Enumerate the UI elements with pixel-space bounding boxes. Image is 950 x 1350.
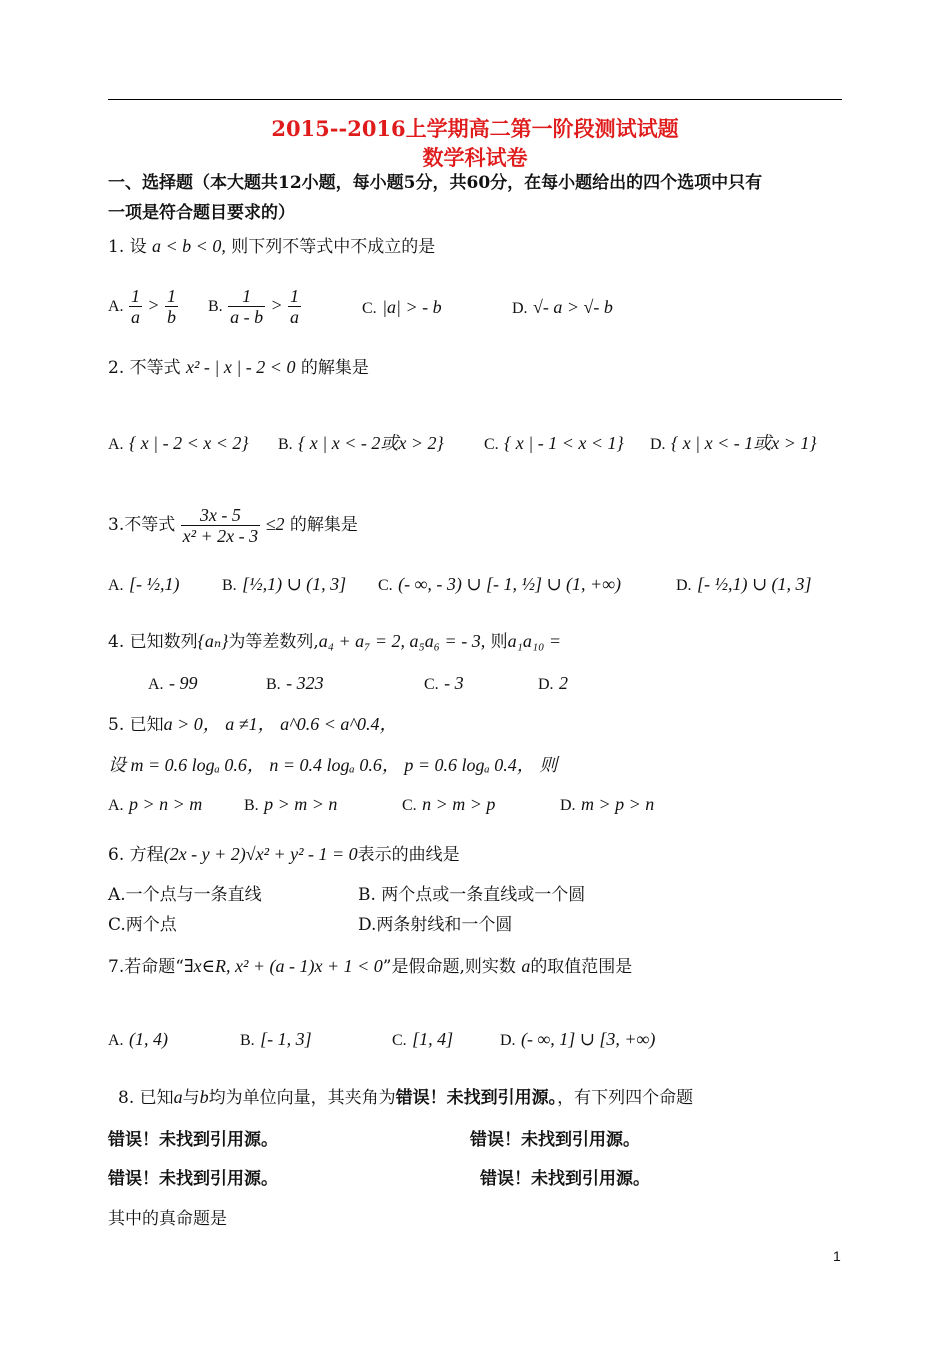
page-title: 2015--2016上学期高二第一阶段测试试题 [271,116,679,141]
question-5-option-c: C. n > m > p [402,794,496,814]
page-subtitle: 数学科试卷 [422,145,528,170]
question-4-stem: 4. 已知数列{aₙ}为等差数列,a₄ + a₇ = 2, a₅a₆ = - 3, 则a₁a₁₀ = [108,631,562,652]
question-6-option-c: C.两个点 [108,915,177,935]
section-heading-cont: 一项是符合题目要求的） [108,203,295,223]
question-3-option-d: D. [- ½,1) ∪ (1, 3] [676,574,812,594]
question-6-option-d: D.两条射线和一个圆 [358,915,513,935]
question-7-option-b: B. [- 1, 3] [240,1029,312,1049]
question-2-stem: 2. 不等式 x² - | x | - 2 < 0 的解集是 [108,357,369,378]
question-1-option-b: B. $\frac{1}{a - b}$ > $\frac{1}{a}$ [208,286,300,327]
question-3-stem: 3.不等式 $\frac{3x - 5}{\text{x² + 2x - 3}}$ ≤2 的解集是 [108,505,358,546]
question-3-option-b: B. [½,1) ∪ (1, 3] [222,574,347,594]
question-8-tail: 其中的真命题是 [108,1209,227,1229]
question-8-proposition-4: 错误！未找到引用源。 [480,1169,650,1189]
question-4-option-c: C. - 3 [424,673,464,693]
question-1-option-c: C. |a| > - b [362,297,442,317]
question-6-option-b: B. 两个点或一条直线或一个圆 [358,885,586,905]
question-2-option-c: C. { x | - 1 < x < 1} [484,433,624,453]
question-8-proposition-2: 错误！未找到引用源。 [470,1130,640,1150]
question-8-proposition-1: 错误！未找到引用源。 [108,1130,278,1150]
question-3-option-c: C. (- ∞, - 3) ∪ [- 1, ½] ∪ (1, +∞) [378,574,622,594]
question-2-option-b: B. { x | x < - 2或x > 2} [278,433,444,453]
question-7-stem: 7.若命题“∃x∈R, x² + (a - 1)x + 1 < 0”是假命题,则实数 a的取值范围是 [108,956,633,977]
question-5-option-b: B. p > m > n [244,794,338,814]
question-1-option-a: A. $\frac{1}{a}$ > $\frac{1}{b}$ [108,286,176,327]
page-number: 1 [833,1248,841,1264]
question-6-stem: 6. 方程(2x - y + 2)√x² + y² - 1 = 0表示的曲线是 [108,844,460,865]
question-5-stem: 5. 已知a > 0， a ≠1， a^0.6 < a^0.4， [108,714,398,735]
question-7-option-d: D. (- ∞, 1] ∪ [3, +∞) [500,1029,656,1049]
question-1-option-d: D. √- a > √- b [512,297,613,317]
question-4-option-a: A. - 99 [148,673,198,693]
question-7-option-c: C. [1, 4] [392,1029,454,1049]
question-2-option-a: A. { x | - 2 < x < 2} [108,433,249,453]
question-3-option-a: A. [- ½,1) [108,574,180,594]
question-4-option-d: D. 2 [538,673,568,693]
question-8-proposition-3: 错误！未找到引用源。 [108,1169,278,1189]
question-2-option-d: D. { x | x < - 1或x > 1} [650,433,817,453]
question-8-stem: 8. 已知a与b均为单位向量，其夹角为错误！未找到引用源。，有下列四个命题 [118,1087,694,1108]
section-heading: 一、选择题（本大题共12小题，每小题5分，共60分，在每小题给出的四个选项中只有 [108,173,763,193]
question-5-stem-cont: 设 m = 0.6 logₐ 0.6， n = 0.4 logₐ 0.6， p = 0.6 logₐ 0.4， 则 [108,755,558,775]
question-1-stem: 1. 设 a < b < 0, 则下列不等式中不成立的是 [108,236,436,257]
question-4-option-b: B. - 323 [266,673,324,693]
question-7-option-a: A. (1, 4) [108,1029,168,1049]
question-6-option-a: A.一个点与一条直线 [108,885,262,905]
question-5-option-d: D. m > p > n [560,794,655,814]
question-5-option-a: A. p > n > m [108,794,203,814]
header-rule [108,99,842,100]
